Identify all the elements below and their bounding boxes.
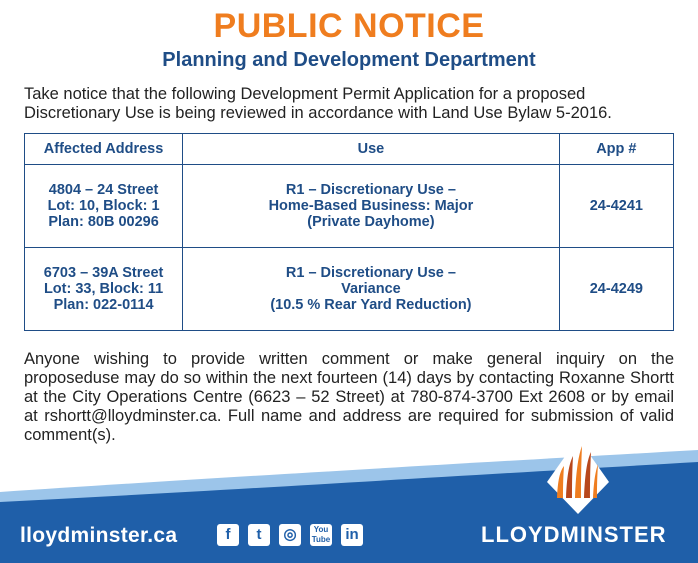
brand-wordmark: LLOYDMINSTER bbox=[481, 522, 667, 547]
address-line: Plan: 80B 00296 bbox=[48, 214, 159, 230]
address-line: 4804 – 24 Street bbox=[48, 182, 159, 198]
website-link[interactable]: lloydminster.ca bbox=[20, 524, 178, 547]
closing-paragraph bbox=[24, 350, 674, 445]
cell-use bbox=[183, 165, 560, 248]
address-line: Plan: 022-0114 bbox=[53, 297, 154, 313]
use-line: Home-Based Business: Major bbox=[268, 198, 474, 214]
use-line: R1 – Discretionary Use – bbox=[285, 182, 456, 198]
closing-line: at rshortt@lloydminster.ca. Full name and address are required for submission of valid bbox=[24, 407, 674, 425]
cell-app-number: 24-4249 bbox=[559, 248, 673, 331]
twitter-icon[interactable]: t bbox=[248, 524, 270, 546]
page-title: PUBLIC NOTICE bbox=[213, 7, 485, 45]
use-line: (10.5 % Rear Yard Reduction) bbox=[270, 297, 472, 313]
use-line: (Private Dayhome) bbox=[307, 214, 435, 230]
address-line: Lot: 33, Block: 11 bbox=[43, 281, 164, 297]
address-line: Lot: 10, Block: 1 bbox=[47, 198, 160, 214]
cell-address bbox=[25, 165, 183, 248]
address-line: 6703 – 39A Street bbox=[43, 265, 164, 281]
header-use: Use bbox=[183, 134, 560, 165]
facebook-icon[interactable]: f bbox=[217, 524, 239, 546]
intro-line: Take notice that the following Development Permit Application for a proposed bbox=[24, 85, 586, 103]
cell-app-number: 24-4241 bbox=[559, 165, 673, 248]
closing-line: Anyone wishing to provide written comment or make general inquiry on the bbox=[24, 350, 674, 368]
intro-line: Discretionary Use is being reviewed in accordance with Land Use Bylaw 5-2016. bbox=[24, 104, 612, 122]
cell-address bbox=[25, 248, 183, 331]
lloydminster-logo bbox=[545, 436, 611, 516]
use-line: Variance bbox=[341, 281, 401, 297]
cell-use bbox=[183, 248, 560, 331]
instagram-icon[interactable]: ◎ bbox=[279, 524, 301, 546]
intro-paragraph bbox=[24, 85, 674, 123]
header-affected-address: Affected Address bbox=[25, 134, 183, 165]
table-row bbox=[25, 248, 674, 331]
table-header-row bbox=[25, 134, 674, 165]
linkedin-icon[interactable]: in bbox=[341, 524, 363, 546]
closing-line: comment(s). bbox=[24, 426, 116, 444]
table-row bbox=[25, 165, 674, 248]
applications-table bbox=[24, 133, 674, 331]
use-line: R1 – Discretionary Use – bbox=[285, 265, 456, 281]
header-app-number: App # bbox=[559, 134, 673, 165]
page-subtitle: Planning and Development Department bbox=[162, 49, 536, 71]
closing-line: proposeduse may do so within the next fourteen (14) days by contacting Roxanne Shortt bbox=[24, 369, 674, 387]
closing-line: at the City Operations Centre (6623 – 52 Street) at 780-874-3700 Ext 2608 or by email bbox=[24, 388, 674, 406]
youtube-icon[interactable]: You Tube bbox=[311, 525, 331, 544]
